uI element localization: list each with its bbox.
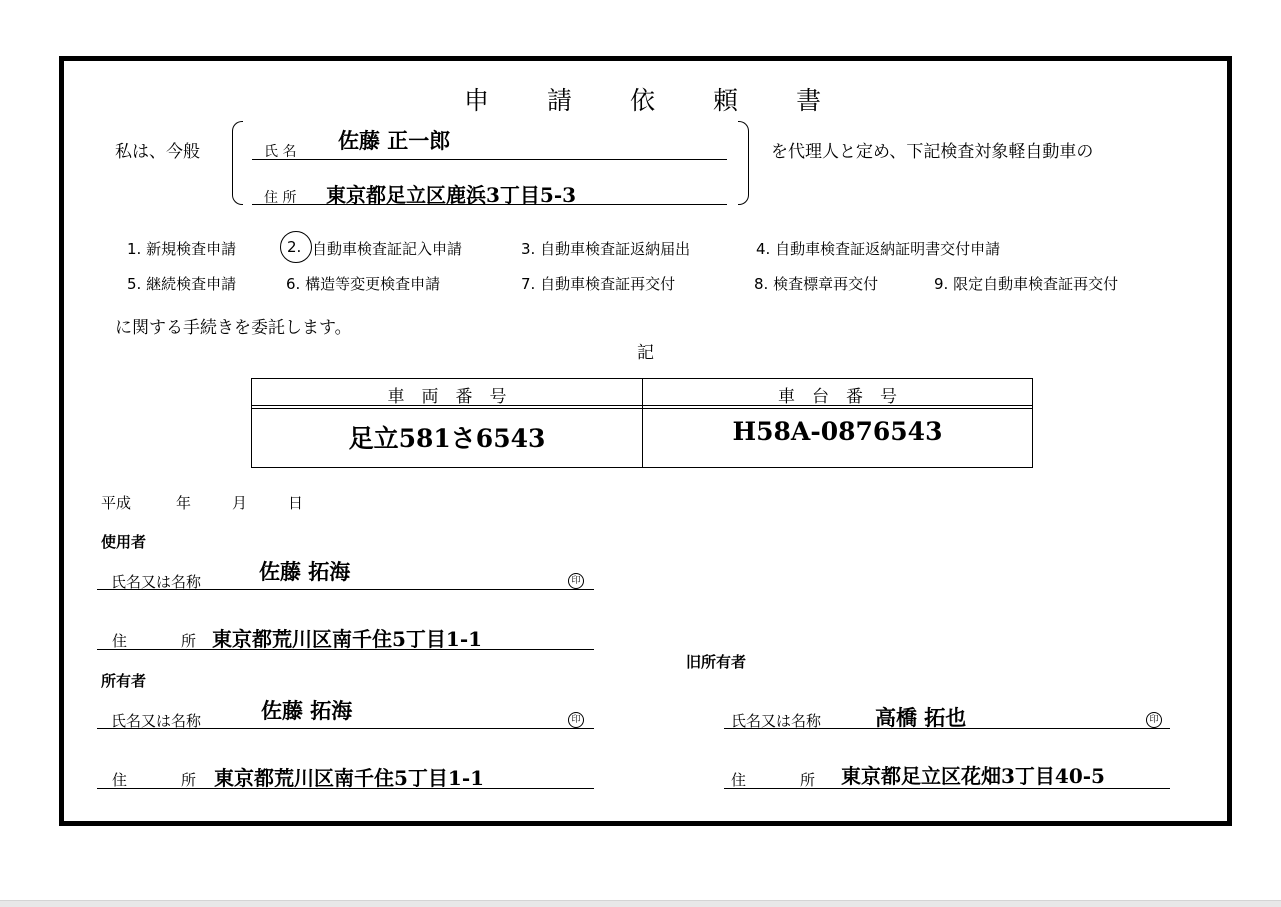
user-address-line — [97, 649, 594, 650]
owner-name-line — [97, 728, 594, 729]
owner-address-line — [97, 788, 594, 789]
procedure-3: 3. 自動車検査証返納届出 — [521, 240, 691, 258]
procedure-2-number: 2. — [287, 238, 302, 256]
ki-label: 記 — [637, 343, 654, 363]
agent-address-label: 住 所 — [264, 190, 297, 206]
procedure-4: 4. 自動車検査証返納証明書交付申請 — [756, 240, 1001, 258]
owner-seal-icon: 印 — [568, 712, 584, 728]
date-era: 平成 — [101, 494, 132, 512]
agent-name-label: 氏 名 — [264, 144, 297, 160]
user-address-label-1: 住 — [112, 632, 128, 650]
chassis-number-header: 車 台 番 号 — [778, 387, 897, 407]
former-owner-seal-icon: 印 — [1146, 712, 1162, 728]
agent-address-line — [252, 204, 727, 205]
title-char: 請 — [547, 86, 573, 115]
user-heading: 使用者 — [101, 533, 147, 551]
user-seal-icon: 印 — [568, 573, 584, 589]
agent-address-value: 東京都足立区鹿浜3丁目5-3 — [326, 183, 577, 207]
user-address-label-2: 所 — [181, 632, 197, 650]
title-char: 依 — [630, 86, 656, 115]
procedure-2: 自動車検査証記入申請 — [312, 240, 463, 258]
title-char: 頼 — [713, 86, 739, 115]
owner-address-value: 東京都荒川区南千住5丁目1-1 — [214, 766, 485, 790]
former-owner-name-value: 高橋 拓也 — [875, 705, 967, 730]
title-char: 申 — [464, 86, 490, 115]
former-owner-address-value: 東京都足立区花畑3丁目40-5 — [841, 764, 1105, 788]
owner-name-value: 佐藤 拓海 — [261, 698, 353, 723]
document-frame — [59, 56, 1232, 826]
title-char: 書 — [796, 86, 822, 115]
user-name-line — [97, 589, 594, 590]
former-owner-address-label-2: 所 — [800, 771, 816, 789]
chassis-number-value: H58A-0876543 — [732, 417, 943, 446]
document-title — [464, 81, 821, 117]
date-year: 年 — [176, 494, 192, 512]
intro-prefix: 私は、今般 — [115, 142, 200, 162]
user-address-value: 東京都荒川区南千住5丁目1-1 — [212, 627, 483, 651]
former-owner-name-line — [724, 728, 1170, 729]
user-name-value: 佐藤 拓海 — [259, 559, 351, 584]
left-bracket — [232, 121, 243, 205]
former-owner-name-label: 氏名又は名称 — [731, 712, 822, 730]
agent-name-value: 佐藤 正一郎 — [338, 128, 451, 153]
former-owner-address-label-1: 住 — [731, 771, 747, 789]
procedure-6: 6. 構造等変更検査申請 — [286, 275, 441, 293]
procedure-9: 9. 限定自動車検査証再交付 — [934, 275, 1119, 293]
owner-address-label-2: 所 — [181, 771, 197, 789]
procedure-5: 5. 継続検査申請 — [127, 275, 237, 293]
agent-name-line — [252, 159, 727, 160]
owner-address-label-1: 住 — [112, 771, 128, 789]
delegation-text: に関する手続きを委託します。 — [115, 318, 352, 338]
date-day: 日 — [288, 494, 304, 512]
vehicle-number-header: 車 両 番 号 — [387, 387, 507, 407]
procedure-8: 8. 検査標章再交付 — [754, 275, 879, 293]
intro-suffix: を代理人と定め、下記検査対象軽自動車の — [771, 142, 1094, 162]
user-name-label: 氏名又は名称 — [111, 573, 202, 591]
former-owner-address-line — [724, 788, 1170, 789]
date-month: 月 — [232, 494, 248, 512]
owner-heading: 所有者 — [101, 672, 147, 690]
procedure-7: 7. 自動車検査証再交付 — [521, 275, 676, 293]
right-bracket — [738, 121, 749, 205]
owner-name-label: 氏名又は名称 — [111, 712, 202, 730]
vehicle-table — [251, 378, 1033, 468]
vehicle-number-value: 足立581さ6543 — [348, 424, 546, 453]
former-owner-heading: 旧所有者 — [686, 653, 747, 671]
procedure-1: 1. 新規検査申請 — [127, 240, 237, 258]
